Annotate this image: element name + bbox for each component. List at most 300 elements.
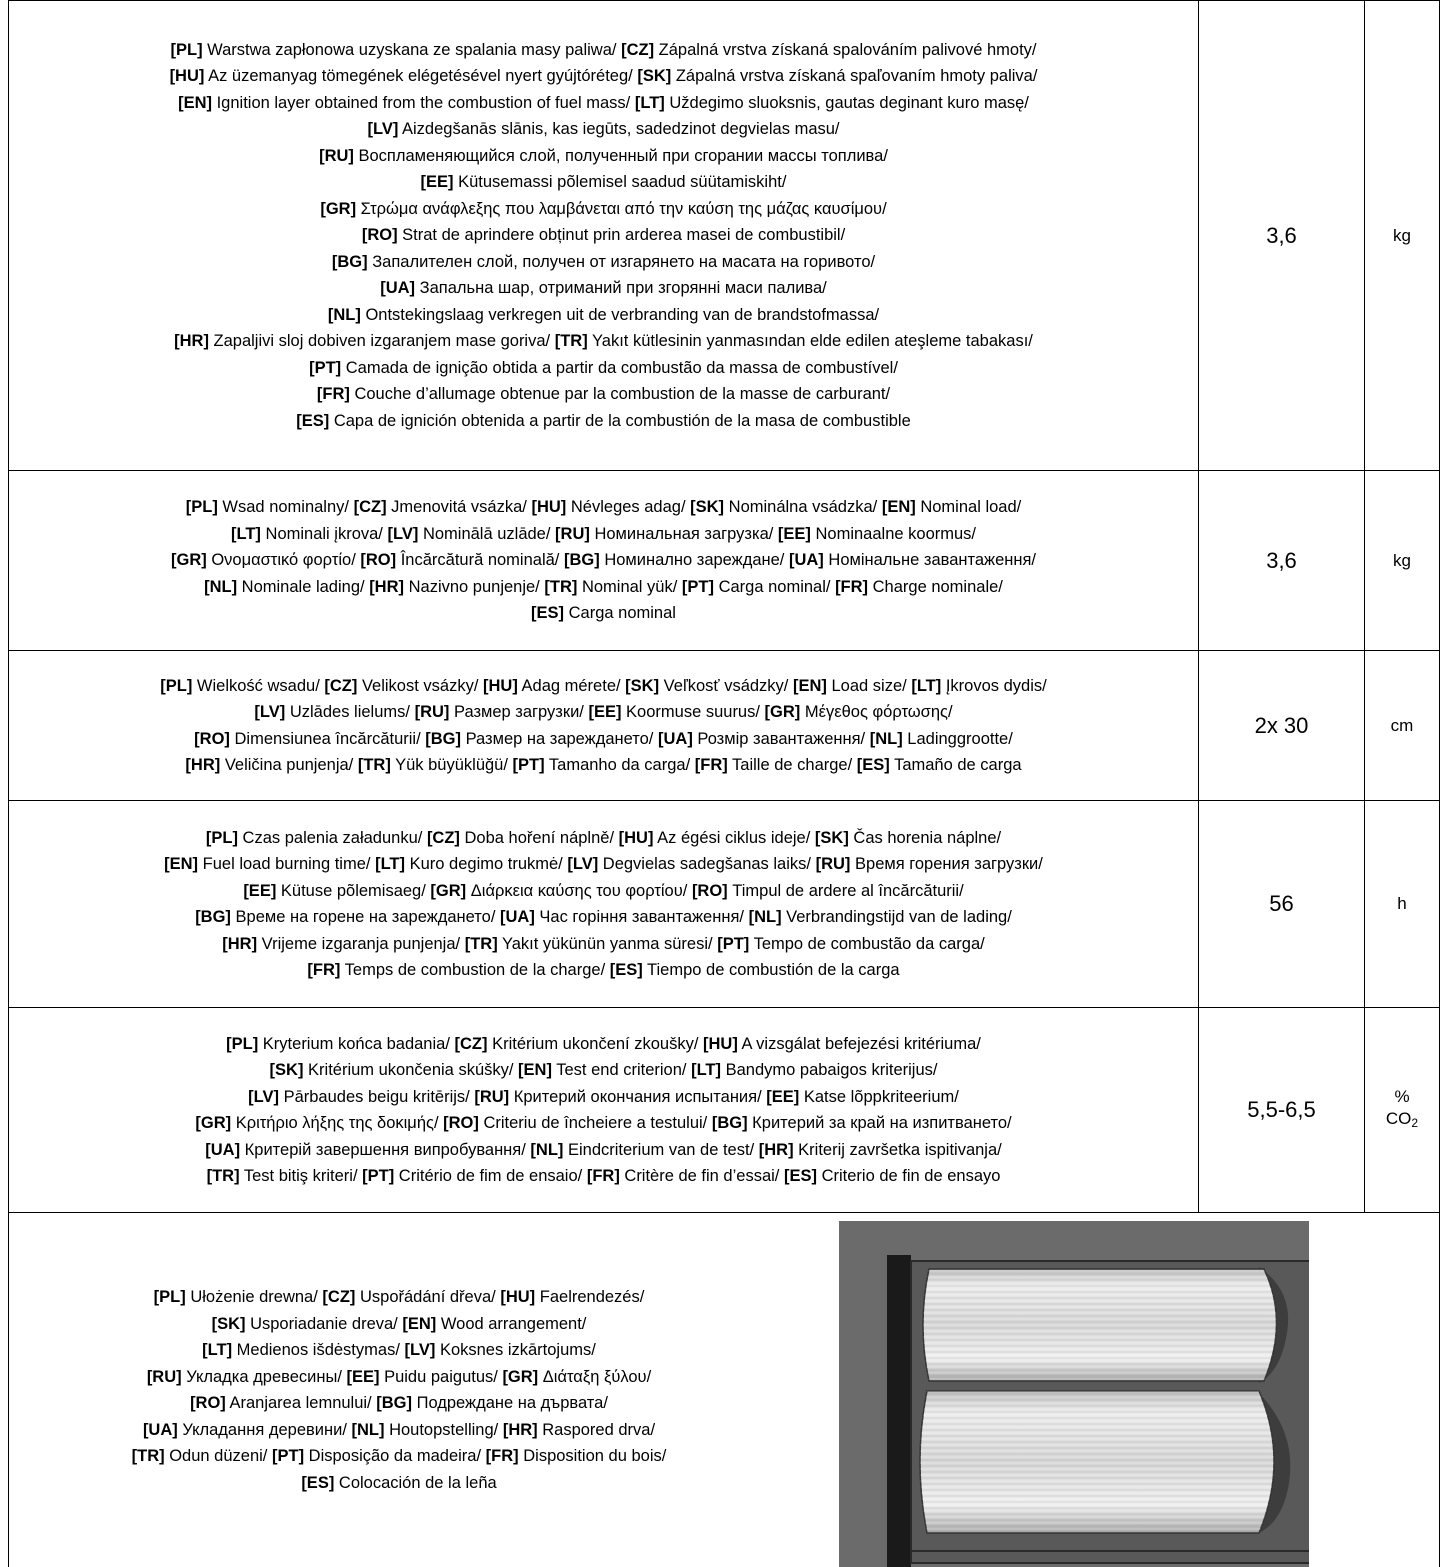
- translation-text: Degvielas sadegšanas laiks/: [598, 855, 811, 873]
- translation-text: Розмір завантаження/: [693, 730, 865, 748]
- translation-text: Uspořádání dřeva/: [355, 1288, 495, 1306]
- translation-line: [9, 904, 1198, 931]
- translation-line: [9, 673, 1198, 700]
- language-code: [LV]: [254, 703, 285, 721]
- translation-text: Размер на зареждането/: [461, 730, 653, 748]
- translation-text: Raspored drva/: [538, 1421, 655, 1439]
- language-code: [PT]: [717, 935, 749, 953]
- language-code: [LV]: [567, 855, 598, 873]
- language-code: [FR]: [587, 1167, 620, 1185]
- language-code: [LV]: [405, 1341, 436, 1359]
- language-code: [RO]: [692, 882, 728, 900]
- translation-line: [9, 1084, 1198, 1111]
- translation-text: Nominal load/: [916, 498, 1021, 516]
- translation-line: [29, 1284, 769, 1311]
- translation-text: Ontstekingslaag verkregen uit de verbranding van de brandstofmassa/: [361, 306, 879, 324]
- translation-text: Κριτήριο λήξης της δοκιμής/: [231, 1114, 438, 1132]
- language-code: [HR]: [369, 578, 404, 596]
- translation-text: Faelrendezés/: [535, 1288, 644, 1306]
- row-description: [9, 1, 1199, 471]
- translation-line: [9, 752, 1198, 779]
- translation-line: [9, 931, 1198, 958]
- translation-line: [9, 699, 1198, 726]
- translation-text: Tamanho da carga/: [545, 756, 691, 774]
- translation-text: Veličina punjenja/: [220, 756, 353, 774]
- translation-text: Время горения загрузки/: [850, 855, 1042, 873]
- translation-line: [9, 825, 1198, 852]
- translation-line: [9, 878, 1198, 905]
- translation-text: A vizsgálat befejezési kritériuma/: [738, 1035, 981, 1053]
- language-code: [ES]: [531, 604, 564, 622]
- row-description: [9, 651, 1199, 801]
- language-code: [PT]: [682, 578, 714, 596]
- language-code: [TR]: [555, 332, 588, 350]
- language-code: [PL]: [226, 1035, 258, 1053]
- language-code: [LT]: [375, 855, 405, 873]
- translation-text: Taille de charge/: [728, 756, 852, 774]
- translation-text: Koksnes izkārtojums/: [435, 1341, 595, 1359]
- translation-text: Критерий окончания испытания/: [509, 1088, 761, 1106]
- translation-text: Kriterij završetka ispitivanja/: [794, 1141, 1002, 1159]
- row-value: 2x 30: [1199, 651, 1365, 801]
- translation-line: [9, 1110, 1198, 1137]
- language-code: [LT]: [911, 677, 941, 695]
- translation-text: Zapaljivi sloj dobiven izgaranjem mase goriva/: [209, 332, 550, 350]
- translation-text: Ονομαστικό φορτίο/: [207, 551, 356, 569]
- translation-text: Criteriu de încheiere a testului/: [479, 1114, 707, 1132]
- row-unit: cm: [1365, 651, 1440, 801]
- translation-text: Disposição da madeira/: [304, 1447, 481, 1465]
- lower-log-grain: [920, 1391, 1274, 1533]
- language-code: [NL]: [870, 730, 903, 748]
- language-code: [HR]: [222, 935, 257, 953]
- language-code: [FR]: [486, 1447, 519, 1465]
- translation-text: Carga nominal: [564, 604, 676, 622]
- translation-line: [9, 521, 1198, 548]
- row-value: 3,6: [1199, 1, 1365, 471]
- translation-text: Aizdegšanās slānis, kas iegūts, sadedzinot degvielas masu/: [398, 120, 839, 138]
- language-code: [GR]: [502, 1368, 538, 1386]
- translation-text: Uždegimo sluoksnis, gautas deginant kuro masę/: [665, 94, 1029, 112]
- language-code: [EN]: [402, 1315, 436, 1333]
- translation-text: Čas horenia náplne/: [849, 829, 1001, 847]
- translation-text: Ignition layer obtained from the combustion of fuel mass/: [212, 94, 630, 112]
- language-code: [EN]: [518, 1061, 552, 1079]
- translation-text: Puidu paigutus/: [380, 1368, 498, 1386]
- language-code: [ES]: [610, 961, 643, 979]
- language-code: [LV]: [367, 120, 398, 138]
- translation-text: Medienos išdėstymas/: [232, 1341, 400, 1359]
- translation-line: [29, 1337, 769, 1364]
- language-code: [NL]: [328, 306, 361, 324]
- language-code: [LT]: [691, 1061, 721, 1079]
- language-code: [UA]: [658, 730, 693, 748]
- translation-text: Vrijeme izgaranja punjenja/: [257, 935, 460, 953]
- translation-text: Критерій завершення випробування/: [240, 1141, 526, 1159]
- language-code: [UA]: [500, 908, 535, 926]
- language-code: [TR]: [132, 1447, 165, 1465]
- language-code: [ES]: [301, 1474, 334, 1492]
- translation-line: [9, 355, 1198, 382]
- language-code: [SK]: [690, 498, 724, 516]
- translation-text: Час горіння завантаження/: [535, 908, 744, 926]
- language-code: [GR]: [765, 703, 801, 721]
- language-code: [CZ]: [621, 41, 654, 59]
- unit-co: CO: [1386, 1109, 1412, 1128]
- translation-line: [9, 381, 1198, 408]
- row-value: 56: [1199, 801, 1365, 1008]
- translation-text: Kuro degimo trukmė/: [405, 855, 563, 873]
- language-code: [SK]: [270, 1061, 304, 1079]
- language-code: [SK]: [815, 829, 849, 847]
- language-code: [HU]: [619, 829, 654, 847]
- language-code: [EE]: [766, 1088, 799, 1106]
- language-code: [HU]: [170, 67, 205, 85]
- language-code: [LT]: [202, 1341, 232, 1359]
- translation-text: Kütusemassi põlemisel saadud süütamiskiht/: [454, 173, 787, 191]
- translation-line: [9, 63, 1198, 90]
- translation-text: Disposition du bois/: [519, 1447, 667, 1465]
- translation-text: Wood arrangement/: [436, 1315, 586, 1333]
- language-code: [HU]: [531, 498, 566, 516]
- language-code: [RU]: [319, 147, 354, 165]
- language-code: [EN]: [882, 498, 916, 516]
- translation-line: [29, 1311, 769, 1338]
- translation-text: Zápalná vrstva získaná spaľovaním hmoty paliva/: [671, 67, 1037, 85]
- language-code: [BG]: [376, 1394, 412, 1412]
- language-code: [RO]: [190, 1394, 226, 1412]
- translation-text: Verbrandingstijd van de lading/: [782, 908, 1012, 926]
- language-code: [FR]: [835, 578, 868, 596]
- translation-text: Warstwa zapłonowa uzyskana ze spalania masy paliwa/: [203, 41, 617, 59]
- language-code: [EE]: [588, 703, 621, 721]
- translation-line: [9, 408, 1198, 435]
- translation-text: Tamaño de carga: [890, 756, 1022, 774]
- translation-text: Fuel load burning time/: [198, 855, 370, 873]
- translation-text: Номінальне завантаження/: [824, 551, 1036, 569]
- table-row: [9, 471, 1440, 651]
- language-code: [HU]: [483, 677, 518, 695]
- language-code: [RU]: [816, 855, 851, 873]
- translation-text: Критерий за край на изпитването/: [748, 1114, 1012, 1132]
- unit-percent: %: [1394, 1087, 1409, 1106]
- translation-line: [9, 249, 1198, 276]
- translation-line: [9, 275, 1198, 302]
- translation-line: [9, 196, 1198, 223]
- language-code: [EN]: [793, 677, 827, 695]
- language-code: [NL]: [204, 578, 237, 596]
- translation-text: Nominaalne koormus/: [811, 525, 976, 543]
- language-code: [SK]: [625, 677, 659, 695]
- language-code: [NL]: [749, 908, 782, 926]
- translation-text: Διάρκεια καύσης του φορτίου/: [466, 882, 687, 900]
- translation-text: Eindcriterium van de test/: [563, 1141, 754, 1159]
- translation-line: [9, 574, 1198, 601]
- language-code: [CZ]: [354, 498, 387, 516]
- language-code: [GR]: [430, 882, 466, 900]
- translation-text: Adag mérete/: [518, 677, 621, 695]
- row-unit: kg: [1365, 471, 1440, 651]
- translation-text: Укладка древесины/: [182, 1368, 342, 1386]
- language-code: [PL]: [154, 1288, 186, 1306]
- translation-text: Bandymo pabaigos kriterijus/: [721, 1061, 937, 1079]
- translation-line: [9, 957, 1198, 984]
- language-code: [LV]: [388, 525, 419, 543]
- language-code: [BG]: [712, 1114, 748, 1132]
- translation-line: [9, 1163, 1198, 1190]
- language-code: [LT]: [635, 94, 665, 112]
- row-value: 3,6: [1199, 471, 1365, 651]
- translation-text: Wielkość wsadu/: [192, 677, 319, 695]
- language-code: [PT]: [513, 756, 545, 774]
- translation-text: Katse lõppkriteerium/: [799, 1088, 959, 1106]
- language-code: [NL]: [530, 1141, 563, 1159]
- translation-text: Couche d’allumage obtenue par la combustion de la masse de carburant/: [350, 385, 890, 403]
- language-code: [UA]: [789, 551, 824, 569]
- translation-text: Yakıt kütlesinin yanmasından elde edilen ateşleme tabakası/: [588, 332, 1033, 350]
- language-code: [RO]: [443, 1114, 479, 1132]
- language-code: [PT]: [362, 1167, 394, 1185]
- language-code: [LT]: [231, 525, 261, 543]
- translation-text: Nominālā uzlāde/: [418, 525, 550, 543]
- language-code: [HR]: [759, 1141, 794, 1159]
- translation-text: Kütuse põlemisaeg/: [276, 882, 426, 900]
- translation-text: Camada de ignição obtida a partir da combustão da massa de combustível/: [341, 359, 898, 377]
- language-code: [FR]: [317, 385, 350, 403]
- translation-line: [29, 1364, 769, 1391]
- language-code: [FR]: [307, 961, 340, 979]
- translation-line: [9, 600, 1198, 627]
- translation-line: [9, 169, 1198, 196]
- row-description: [9, 801, 1199, 1008]
- translation-text: Zápalná vrstva získaná spalováním palivové hmoty/: [654, 41, 1036, 59]
- language-code: [EN]: [164, 855, 198, 873]
- translation-text: Load size/: [827, 677, 907, 695]
- language-code: [ES]: [296, 412, 329, 430]
- table-row: [9, 1, 1440, 471]
- translation-text: Tiempo de combustión de la carga: [643, 961, 900, 979]
- translation-line: [9, 494, 1198, 521]
- language-code: [PL]: [206, 829, 238, 847]
- language-code: [HR]: [185, 756, 220, 774]
- translation-text: Critério de fim de ensaio/: [394, 1167, 582, 1185]
- language-code: [RO]: [194, 730, 230, 748]
- translation-text: Aranjarea lemnului/: [226, 1394, 372, 1412]
- translation-text: Kritérium ukončení zkoušky/: [487, 1035, 698, 1053]
- arrangement-row: [9, 1213, 1440, 1567]
- language-code: [RU]: [415, 703, 450, 721]
- translation-text: Ladinggrootte/: [903, 730, 1013, 748]
- translation-text: Įkrovos dydis/: [941, 677, 1046, 695]
- translation-text: Kryterium końca badania/: [258, 1035, 450, 1053]
- translation-line: [9, 1137, 1198, 1164]
- language-code: [ES]: [784, 1167, 817, 1185]
- language-code: [NL]: [352, 1421, 385, 1439]
- language-code: [CZ]: [322, 1288, 355, 1306]
- translation-line: [29, 1417, 769, 1444]
- translation-text: Veľkosť vsádzky/: [659, 677, 788, 695]
- translation-text: Doba hoření náplně/: [460, 829, 614, 847]
- translation-text: Odun düzeni/: [165, 1447, 268, 1465]
- translation-text: Test bitiş kriteri/: [240, 1167, 358, 1185]
- row-unit: kg: [1365, 1, 1440, 471]
- translation-text: Време на горене на зареждането/: [231, 908, 495, 926]
- language-code: [PT]: [309, 359, 341, 377]
- translation-text: Nominálna vsádzka/: [724, 498, 877, 516]
- table-row: [9, 1008, 1440, 1213]
- row-description: [9, 1008, 1199, 1213]
- translation-text: Подреждане на дървата/: [412, 1394, 608, 1412]
- translation-text: Ułożenie drewna/: [186, 1288, 318, 1306]
- spec-table: [8, 0, 1440, 1567]
- language-code: [PL]: [160, 677, 192, 695]
- translation-text: Укладання деревини/: [178, 1421, 347, 1439]
- wood-arrangement-image: [839, 1221, 1309, 1567]
- table-row: [9, 651, 1440, 801]
- arrangement-description: [29, 1284, 769, 1496]
- translation-line: [9, 851, 1198, 878]
- translation-text: Usporiadanie dreva/: [246, 1315, 398, 1333]
- translation-text: Temps de combustion de la charge/: [340, 961, 605, 979]
- language-code: [PL]: [186, 498, 218, 516]
- language-code: [EE]: [347, 1368, 380, 1386]
- language-code: [UA]: [143, 1421, 178, 1439]
- row-unit: h: [1365, 801, 1440, 1008]
- translation-text: Timpul de ardere al încărcăturii/: [728, 882, 964, 900]
- language-code: [EE]: [421, 173, 454, 191]
- translation-text: Az égési ciklus ideje/: [653, 829, 810, 847]
- translation-text: Nominale lading/: [237, 578, 365, 596]
- language-code: [SK]: [637, 67, 671, 85]
- translation-text: Wsad nominalny/: [218, 498, 349, 516]
- language-code: [BG]: [195, 908, 231, 926]
- translation-text: Névleges adag/: [566, 498, 685, 516]
- translation-text: Jmenovitá vsázka/: [387, 498, 527, 516]
- language-code: [HR]: [503, 1421, 538, 1439]
- translation-line: [9, 116, 1198, 143]
- language-code: [HR]: [174, 332, 209, 350]
- translation-text: Charge nominale/: [868, 578, 1003, 596]
- language-code: [PT]: [272, 1447, 304, 1465]
- translation-text: Yük büyüklüğü/: [391, 756, 508, 774]
- translation-line: [9, 547, 1198, 574]
- language-code: [TR]: [465, 935, 498, 953]
- translation-text: Velikost vsázky/: [357, 677, 478, 695]
- language-code: [PL]: [170, 41, 202, 59]
- language-code: [RO]: [360, 551, 396, 569]
- upper-log-grain: [923, 1269, 1277, 1381]
- translation-text: Воспламеняющийся слой, полученный при сгорании массы топлива/: [354, 147, 888, 165]
- language-code: [RU]: [555, 525, 590, 543]
- translation-line: [29, 1390, 769, 1417]
- translation-text: Criterio de fin de ensayo: [817, 1167, 1000, 1185]
- language-code: [TR]: [358, 756, 391, 774]
- arrangement-cell: [9, 1213, 1440, 1567]
- language-code: [GR]: [195, 1114, 231, 1132]
- translation-text: Запальна шар, отриманий при згорянні маси палива/: [415, 279, 827, 297]
- language-code: [BG]: [564, 551, 600, 569]
- language-code: [EN]: [178, 94, 212, 112]
- language-code: [BG]: [332, 253, 368, 271]
- language-code: [UA]: [205, 1141, 240, 1159]
- row-value: 5,5-6,5: [1199, 1008, 1365, 1213]
- language-code: [BG]: [425, 730, 461, 748]
- translation-text: Colocación de la leña: [334, 1474, 496, 1492]
- translation-text: Tempo de combustão da carga/: [749, 935, 984, 953]
- translation-text: Uzlādes lielums/: [285, 703, 410, 721]
- language-code: [TR]: [544, 578, 577, 596]
- translation-text: Test end criterion/: [552, 1061, 687, 1079]
- translation-text: Διάταξη ξύλου/: [538, 1368, 651, 1386]
- translation-text: Pārbaudes beigu kritērijs/: [279, 1088, 470, 1106]
- language-code: [SK]: [212, 1315, 246, 1333]
- translation-line: [9, 726, 1198, 753]
- translation-text: Номинално зареждане/: [600, 551, 785, 569]
- language-code: [UA]: [380, 279, 415, 297]
- translation-line: [9, 1057, 1198, 1084]
- translation-line: [29, 1443, 769, 1470]
- translation-text: Houtopstelling/: [384, 1421, 498, 1439]
- translation-text: Strat de aprindere obținut prin arderea masei de combustibil/: [398, 226, 846, 244]
- language-code: [RU]: [474, 1088, 509, 1106]
- translation-text: Στρώμα ανάφλεξης που λαμβάνεται από την καύση της μάζας καυσίμου/: [356, 200, 887, 218]
- translation-text: Capa de ignición obtenida a partir de la combustión de la masa de combustible: [329, 412, 911, 430]
- translation-text: Koormuse suurus/: [621, 703, 759, 721]
- language-code: [ES]: [857, 756, 890, 774]
- translation-line: [9, 1031, 1198, 1058]
- row-description: [9, 471, 1199, 651]
- translation-text: Încărcătură nominală/: [396, 551, 559, 569]
- language-code: [CZ]: [455, 1035, 488, 1053]
- unit-subscript: 2: [1411, 1116, 1418, 1130]
- language-code: [GR]: [171, 551, 207, 569]
- translation-line: [9, 302, 1198, 329]
- language-code: [RU]: [147, 1368, 182, 1386]
- translation-line: [9, 90, 1198, 117]
- table-row: [9, 801, 1440, 1008]
- translation-line: [9, 328, 1198, 355]
- language-code: [CZ]: [427, 829, 460, 847]
- translation-text: Dimensiunea încărcăturii/: [230, 730, 421, 748]
- translation-text: Carga nominal/: [714, 578, 830, 596]
- translation-line: [9, 222, 1198, 249]
- translation-text: Μέγεθος φόρτωσης/: [800, 703, 952, 721]
- language-code: [RO]: [362, 226, 398, 244]
- translation-line: [9, 37, 1198, 64]
- language-code: [HU]: [500, 1288, 535, 1306]
- language-code: [TR]: [207, 1167, 240, 1185]
- translation-text: Kritérium ukončenia skúšky/: [303, 1061, 513, 1079]
- language-code: [HU]: [703, 1035, 738, 1053]
- translation-text: Nominali įkrova/: [261, 525, 383, 543]
- row-unit: [1365, 1008, 1440, 1213]
- language-code: [FR]: [695, 756, 728, 774]
- translation-text: Запалителен слой, получен от изгарянето на масата на горивото/: [368, 253, 876, 271]
- language-code: [CZ]: [324, 677, 357, 695]
- spec-page: [8, 0, 1439, 1566]
- translation-text: Yakıt yükünün yanma süresi/: [498, 935, 713, 953]
- translation-text: Az üzemanyag tömegének elégetésével nyert gyújtóréteg/: [204, 67, 632, 85]
- translation-text: Nominal yük/: [577, 578, 677, 596]
- translation-text: Czas palenia załadunku/: [238, 829, 422, 847]
- translation-line: [9, 143, 1198, 170]
- chamber-wall-left: [887, 1255, 911, 1567]
- language-code: [GR]: [320, 200, 356, 218]
- translation-text: Nazivno punjenje/: [404, 578, 540, 596]
- translation-text: Размер загрузки/: [449, 703, 583, 721]
- translation-line: [29, 1470, 769, 1497]
- language-code: [LV]: [248, 1088, 279, 1106]
